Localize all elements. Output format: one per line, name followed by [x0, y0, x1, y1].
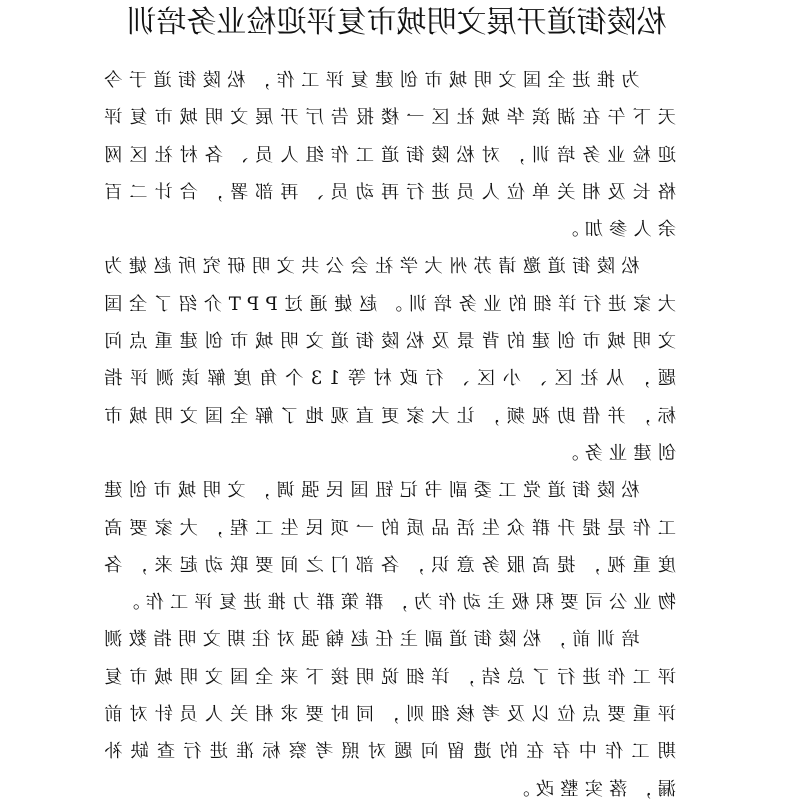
article-paragraph-3: 松陵街道党工委副书记钮国民强调，文明城市创建工作是提升群众生活品质的一项民生工程，大家要高度重视，提高服务意识，各部门之间要联动起来，各物业公司要积极主动作为，群策群力推进复评工作。: [98, 480, 676, 614]
article-paragraph-4: 培训前，松陵街道副主任赵翰强对往期文明指数测评工作进行了总结，详细说明接下来全国文明城市复评重要点位以及考核细则，同时要求相关人员针对前期工作中存在的遗留问题对照考察标准进行查缺补漏，落实整改。: [98, 629, 676, 800]
article-body: [98, 62, 676, 808]
article-paragraph-2: 松陵街道邀请苏州大学社会公共文明研究所赵婕为大家进行详细的业务培训。赵婕通过PPT介绍了全国文明城市创建的背景及松陵街道文明城市创建重点问题，从社区、小区、行政村等13个角度解读测评指标，并借助视频，让大家更直观地了解全国文明城市创建业务。: [98, 256, 676, 464]
article-title: 松陵街道开展文明城市复评迎检业务培训: [126, 5, 667, 40]
article-paragraph-1: 为推进全国文明城市创建复评工作，松陵街道于今天下午在湖滨华城社区一楼报告厅开展文明城市复评迎检业务培训，对松陵街道工作组人员、各村社区网格长及相关单位人员进行再动员、再部署，合计二百余人参加。: [98, 70, 676, 241]
